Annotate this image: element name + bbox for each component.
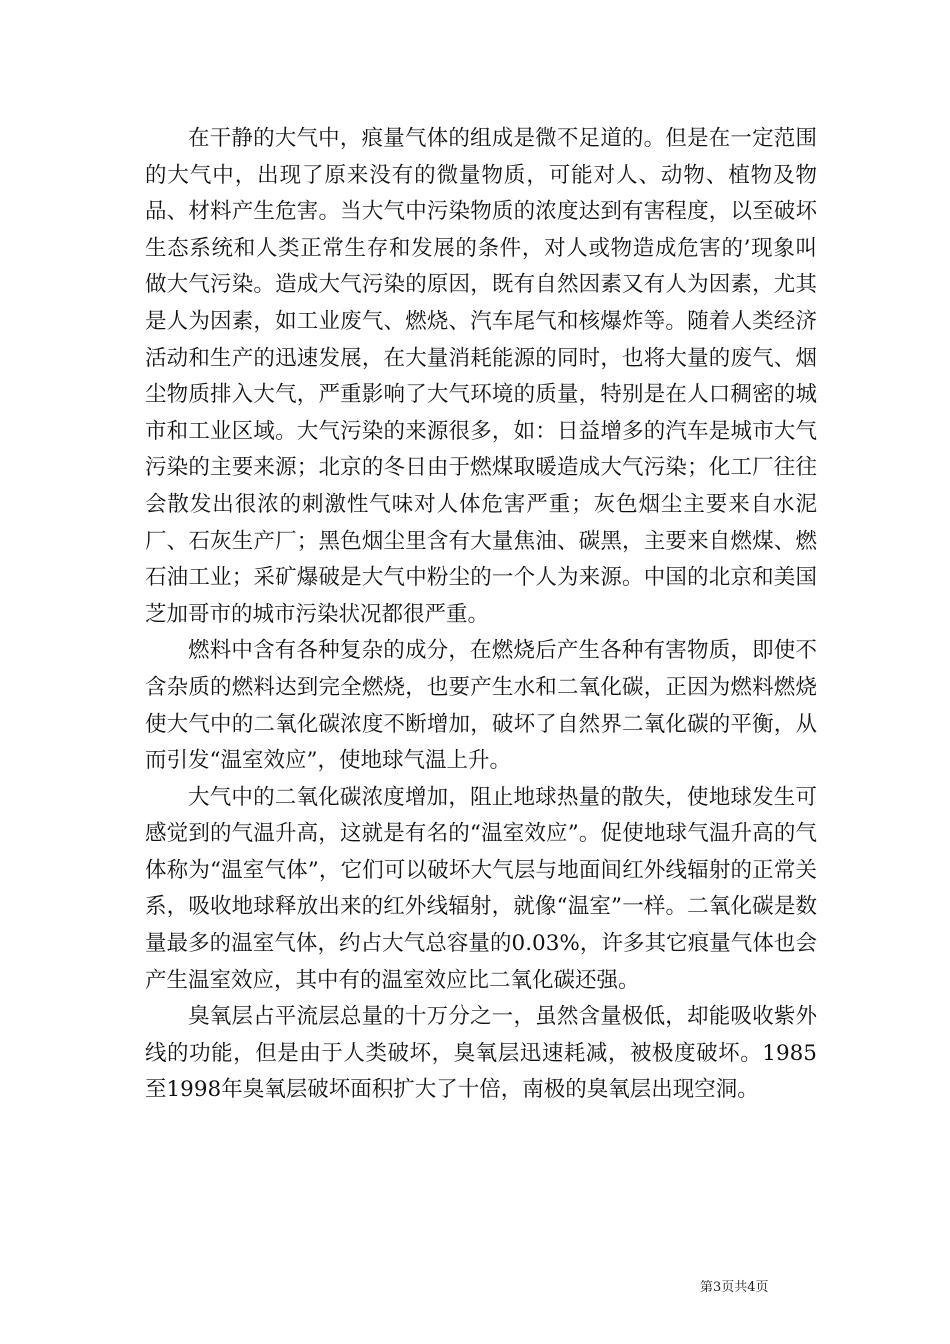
page-number-footer: 第3页共4页 (700, 1280, 769, 1295)
body-text (145, 121, 817, 1109)
paragraph-ozone-layer: 臭氧层占平流层总量的十万分之一，虽然含量极低，却能吸收紫外线的功能，但是由于人类破坏，臭氧层迅速耗减，被极度破坏。1985至1998年臭氧层破坏面积扩大了十倍，南极的臭氧层出现空洞。 (145, 1004, 817, 1103)
paragraph-greenhouse-effect: 大气中的二氧化碳浓度增加，阻止地球热量的散失，使地球发生可感觉到的气温升高，这就是有名的“温室效应”。促使地球气温升高的气体称为“温室气体”，它们可以破坏大气层与地面间红外线辐射的正常关系，吸收地球释放出来的红外线辐射，就像“温室”一样。二氧化碳是数量最多的温室气体，约占大气总容量的0.03%，许多其它痕量气体也会产生温室效应，其中有的温室效应比二氧化碳还强。 (145, 784, 817, 993)
paragraph-air-pollution: 在干静的大气中，痕量气体的组成是微不足道的。但是在一定范围的大气中，出现了原来没有的微量物质，可能对人、动物、植物及物品、材料产生危害。当大气中污染物质的浓度达到有害程度，以至破坏生态系统和人类正常生存和发展的条件，对人或物造成危害的’现象叫做大气污染。造成大气污染的原因，既有自然因素又有人为因素，尤其是人为因素，如工业废气、燃烧、汽车尾气和核爆炸等。随着人类经济活动和生产的迅速发展，在大量消耗能源的同时，也将大量的废气、烟尘物质排入大气，严重影响了大气环境的质量，特别是在人口稠密的城市和工业区域。大气污染的来源很多，如：日益增多的汽车是城市大气污染的主要来源；北京的冬日由于燃煤取暖造成大气污染；化工厂往往会散发出很浓的刺激性气味对人体危害严重；灰色烟尘主要来自水泥厂、石灰生产厂；黑色烟尘里含有大量焦油、碳黑，主要来自燃煤、燃石油工业；采矿爆破是大气中粉尘的一个人为来源。中国的北京和美国芝加哥市的城市污染状况都很严重。 (145, 126, 817, 627)
paragraph-fuel-combustion: 燃料中含有各种复杂的成分，在燃烧后产生各种有害物质，即使不含杂质的燃料达到完全燃烧，也要产生水和二氧化碳，正因为燃料燃烧使大气中的二氧化碳浓度不断增加，破坏了自然界二氧化碳的平衡，从而引发“温室效应”，使地球气温上升。 (145, 638, 817, 774)
